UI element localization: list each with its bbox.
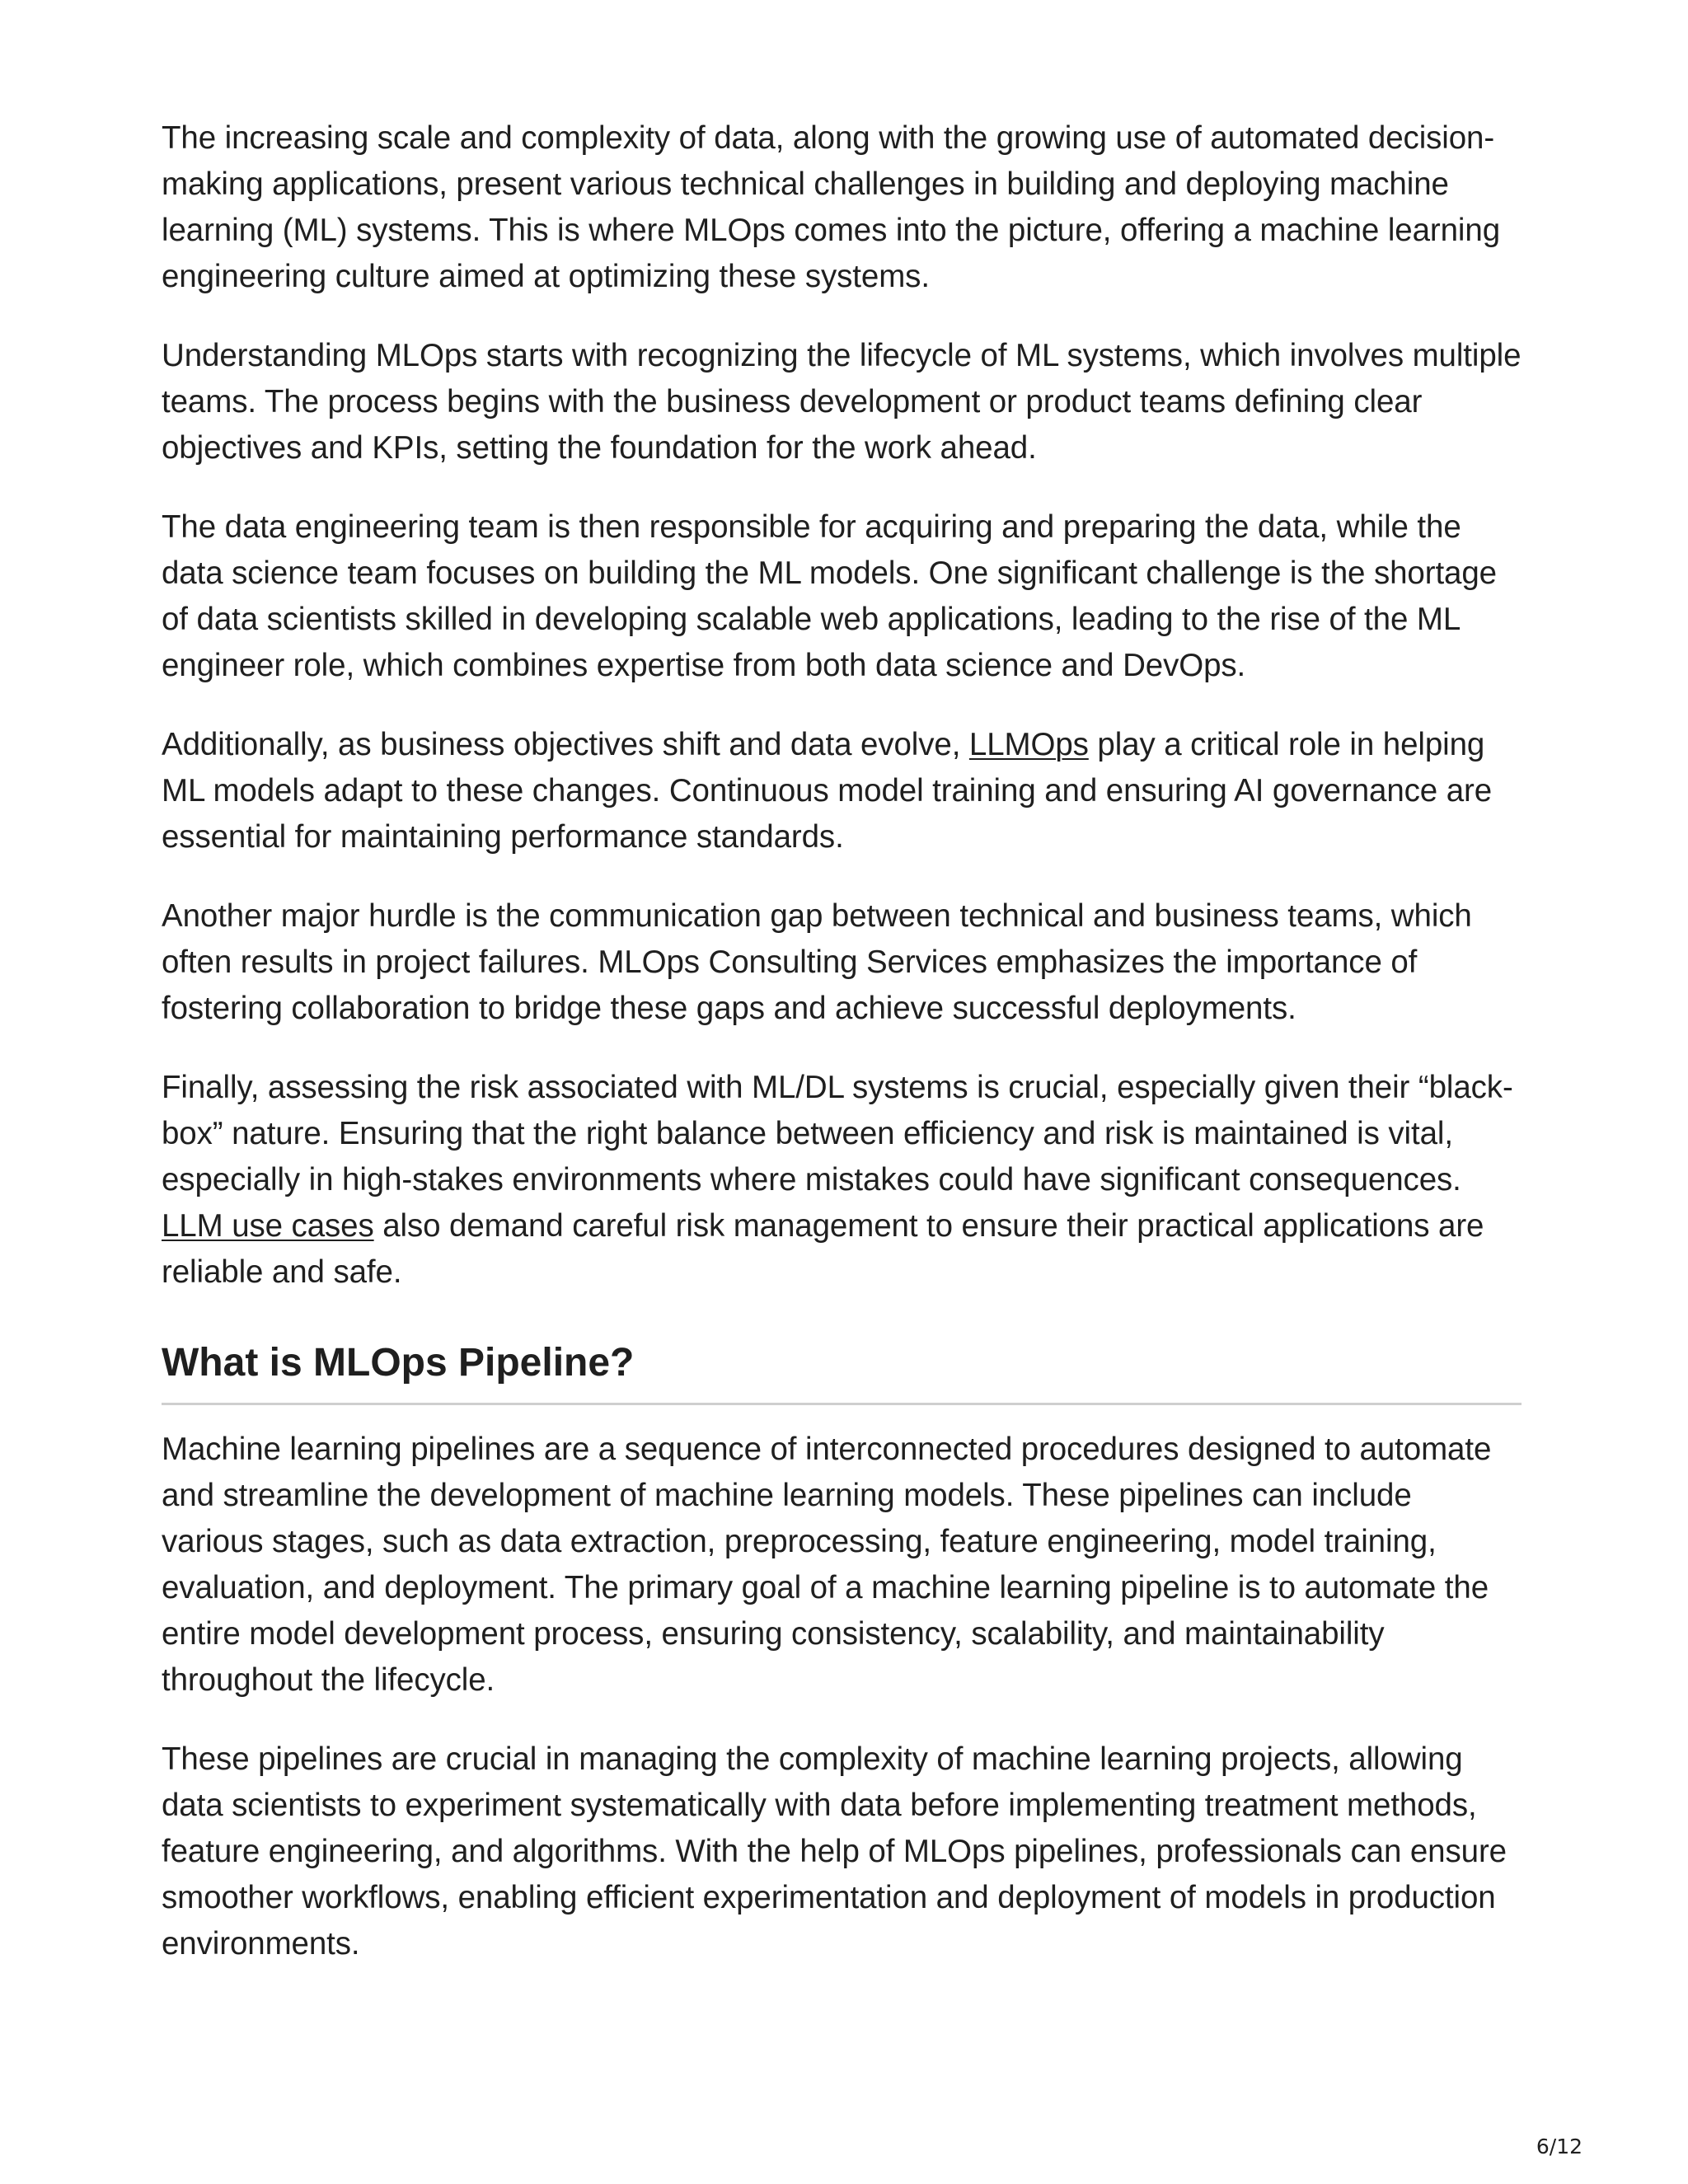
paragraph-llmops — [162, 722, 1522, 860]
page-number: 6/12 — [1536, 2135, 1582, 2158]
section-heading-block — [162, 1338, 1522, 1405]
paragraph-pipeline-importance: These pipelines are crucial in managing the complexity of machine learning projects, allowing data scientists to experiment systematically with data before implementing treatment methods, feature engineering, and algorithms. With the help of MLOps pipelines, professionals can ensure smoother workflows, enabling efficient experimentation and deployment of models in production environments. — [162, 1741, 1507, 1961]
paragraph-pipeline-definition: Machine learning pipelines are a sequence of interconnected procedures designed to automate and streamline the development of machine learning models. These pipelines can include various stages, such as data extraction, preprocessing, feature engineering, model training, evaluation, and deployment. The primary goal of a machine learning pipeline is to automate the entire model development process, ensuring consistency, scalability, and maintainability throughout the lifecycle. — [162, 1432, 1492, 1698]
llmops-link[interactable]: LLMOps — [968, 727, 1089, 762]
paragraph-llmops-text-before: Additionally, as business objectives shift and data evolve, — [162, 727, 969, 762]
section-heading: What is MLOps Pipeline? — [162, 1341, 635, 1385]
paragraph-risk-text-after: also demand careful risk management to ensure their practical applications are reliable and safe. — [162, 1208, 1484, 1290]
paragraph-communication-gap: Another major hurdle is the communication gap between technical and business teams, which often results in project failures. MLOps Consulting Services emphasizes the importance of fostering collaboration to bridge these gaps and achieve successful deployments. — [162, 898, 1472, 1026]
paragraph-risk-assessment — [162, 1065, 1522, 1296]
paragraph-risk-text-before: Finally, assessing the risk associated with ML/DL systems is crucial, especially given their “black-box” nature. Ensuring that the right balance between efficiency and risk is maintained is vital, especially in high-stakes environments where mistakes could have significant consequences. — [162, 1070, 1513, 1197]
paragraph-ml-lifecycle: Understanding MLOps starts with recognizing the lifecycle of ML systems, which involves multiple teams. The process begins with the business development or product teams defining clear objectives and KPIs, setting the foundation for the work ahead. — [162, 338, 1522, 466]
llm-use-cases-link[interactable]: LLM use cases — [162, 1208, 374, 1244]
paragraph-data-engineering: The data engineering team is then responsible for acquiring and preparing the data, while the data science team focuses on building the ML models. One significant challenge is the shortage of data scientists skilled in developing scalable web applications, leading to the rise of the ML engineer role, which combines expertise from both data science and DevOps. — [162, 509, 1497, 683]
paragraph-llmops-text-after: play a critical role in helping ML models adapt to these changes. Continuous model training and ensuring AI governance are essential for maintaining performance standards. — [162, 727, 1493, 855]
paragraph-ml-challenges: The increasing scale and complexity of data, along with the growing use of automated decision-making applications, present various technical challenges in building and deploying machine learning (ML) systems. This is where MLOps comes into the picture, offering a machine learning engineering culture aimed at optimizing these systems. — [162, 120, 1501, 294]
article-content — [162, 115, 1522, 1967]
